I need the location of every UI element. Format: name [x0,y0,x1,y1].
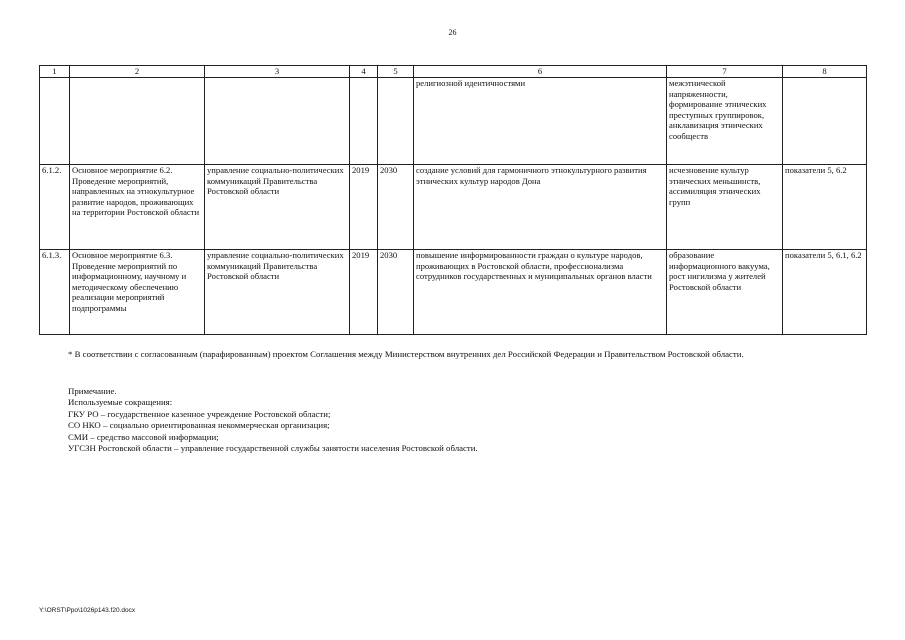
cell-end-year: 2030 [378,165,414,250]
file-path: Y:\ORST\Ppo\1026p143.f20.docx [39,607,136,614]
notes-section [68,386,868,454]
column-header: 3 [205,66,350,78]
abbreviation-item: СМИ – средство массовой информации; [68,431,219,442]
cell-executor: управление социально-политических коммуникаций Правительства Ростовской области [205,250,350,335]
cell-result: повышение информированности граждан о культуре народов, проживающих в Ростовской области, профессионализма сотрудников государственных и муниципальных органов власти [414,250,667,335]
notes-subtitle: Используемые сокращения: [68,397,173,408]
cell-start-year: 2019 [350,250,378,335]
notes-title: Примечание. [68,386,117,396]
measures-table [39,65,867,335]
cell-name: Основное мероприятие 6.2. Проведение мероприятий, направленных на этнокультурное развитие народов, проживающих на территории Ростовской области [70,165,205,250]
cell-consequence: образование информационного вакуума, рост нигилизма у жителей Ростовской области [667,250,783,335]
footnote: * В соответствии с согласованным (парафированным) проектом Соглашения между Министерством внутренних дел Российской Федерации и Правительством Ростовской области. [68,349,744,359]
cell-num: 6.1.3. [40,250,70,335]
cell-consequence: исчезновение культур этнических меньшинств, ассимиляция этнических групп [667,165,783,250]
cell-indicators: показатели 5, 6.2 [783,165,867,250]
cell-executor: управление социально-политических коммуникаций Правительства Ростовской области [205,165,350,250]
table-row [40,250,867,335]
column-header: 7 [667,66,783,78]
cell-start-year: 2019 [350,165,378,250]
abbreviation-item: УГСЗН Ростовской области – управление государственной службы занятости населения Ростовской области. [68,443,478,454]
page-number: 26 [448,28,457,37]
table-row [40,78,867,165]
column-header: 4 [350,66,378,78]
cell-consequence: межэтнической напряженности, формирование этнических преступных группировок, анклавизация этнических сообществ [667,78,783,165]
cell-result: религиозной идентичностями [414,78,667,165]
cell-num [40,78,70,165]
table-header-row [40,66,867,78]
column-header: 5 [378,66,414,78]
cell-name: Основное мероприятие 6.3. Проведение мероприятий по информационному, научному и методическому обеспечению реализации мероприятий подпрограммы [70,250,205,335]
cell-num: 6.1.2. [40,165,70,250]
cell-result: создание условий для гармоничного этнокультурного развития этнических культур народов Дона [414,165,667,250]
abbreviation-item: СО НКО – социально ориентированная некоммерческая организация; [68,420,330,431]
column-header: 8 [783,66,867,78]
cell-end-year [378,78,414,165]
cell-start-year [350,78,378,165]
cell-end-year: 2030 [378,250,414,335]
column-header: 2 [70,66,205,78]
cell-indicators: показатели 5, 6.1, 6.2 [783,250,867,335]
cell-indicators [783,78,867,165]
abbreviation-item: ГКУ РО – государственное казенное учреждение Ростовской области; [68,408,331,419]
cell-executor [205,78,350,165]
table-row [40,165,867,250]
cell-name [70,78,205,165]
column-header: 6 [414,66,667,78]
column-header: 1 [40,66,70,78]
